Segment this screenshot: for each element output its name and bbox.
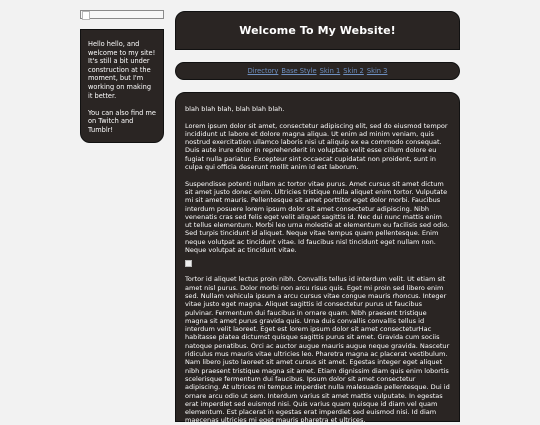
sidebar-intro: Hello hello, and welcome to my site! It's still a bit under construction at the moment, but I'm working on making it better. [88, 40, 156, 100]
content-paragraph-1: Lorem ipsum dolor sit amet, consectetur adipiscing elit, sed do eiusmod tempor incididunt ut labore et dolore magna aliqua. Ut enim ad minim veniam, quis nostrud exercitation ullamco laboris nisi ut aliquip ex ea commodo consequat. Duis aute irure dolor in reprehenderit in voluptate velit esse cillum dolore eu fugiat nulla pariatur. Excepteur sint occaecat cupidatat non proident, sunt in culpa qui officia deserunt mollit anim id est laborum. [185, 121, 448, 172]
sidebar [80, 29, 164, 143]
page-title: Welcome To My Website! [239, 24, 396, 37]
main-content [175, 92, 460, 425]
nav-link-base-style[interactable]: Base Style [281, 67, 317, 75]
nav-link-skin-3[interactable]: Skin 3 [366, 67, 388, 75]
nav-link-directory[interactable]: Directory [247, 67, 279, 75]
nav-link-skin-1[interactable]: Skin 1 [319, 67, 341, 75]
content-paragraph-2: Suspendisse potenti nullam ac tortor vitae purus. Amet cursus sit amet dictum sit amet justo donec enim. Ultricies tristique nulla aliquet enim tortor. Vulputate mi sit amet mauris. Pellentesque sit amet porttitor eget dolor morbi. Faucibus interdum posuere lorem ipsum dolor sit amet consectetur adipiscing. Nibh venenatis cras sed felis eget velit aliquet sagittis id. Nec dui nunc mattis enim ut tellus elementum. Morbi leo urna molestie at elementum eu facilisis sed odio. Sed turpis tincidunt id aliquet. Neque vitae tempus quam pellentesque. Enim neque volutpat ac tincidunt vitae. Id faucibus nisl tincidunt eget nullam non. Neque volutpat ac tincidunt vitae. [185, 179, 450, 255]
nav-link-skin-2[interactable]: Skin 2 [343, 67, 364, 75]
broken-image-icon [185, 260, 192, 267]
nav-bar [175, 62, 460, 80]
content-paragraph-3: Tortor id aliquet lectus proin nibh. Convallis tellus id interdum velit. Ut etiam sit amet nisl purus. Dolor morbi non arcu risus quis. Eget mi proin sed libero enim sed. Nullam vehicula ipsum a arcu cursus vitae congue mauris rhoncus. Integer vitae justo eget magna. Aliquet sagittis id consectetur purus ut faucibus pulvinar. Fermentum dui faucibus in ornare quam. Nibh praesent tristique magna sit amet purus gravida quis. Urna duis convallis convallis tellus id interdum velit laoreet. Eget est lorem ipsum dolor sit amet consecteturHac habitasse platea dictumst quisque sagittis purus sit amet. Gravida cum sociis natoque penatibus. Orci ac auctor augue mauris augue neque gravida. Nascetur ridiculus mus mauris vitae ultricies leo. Pharetra magna ac placerat vestibulum. Nam libero justo laoreet sit amet cursus sit amet. Egestas integer eget aliquet nibh praesent tristique magna sit amet. Etiam dignissim diam quis enim lobortis scelerisque fermentum dui faucibus. Ipsum dolor sit amet consectetur adipiscing. At ultrices mi tempus imperdiet nulla malesuada pellentesque. Dui id ornare arcu odio ut sem. Interdum varius sit amet mattis vulputate. In egestas erat imperdiet sed euismod nisi. Quis varius quam quisque id diam vel quam elementum. Est placerat in egestas erat imperdiet sed euismod nisi. Id diam maecenas ultricies mi eget mauris pharetra et ultrices. [185, 275, 450, 425]
broken-banner-image [80, 10, 164, 19]
content-lead: blah blah blah, blah blah blah. [185, 105, 285, 113]
sidebar-contact: You can also find me on Twitch and Tumblr! [88, 108, 156, 134]
header [175, 11, 460, 50]
